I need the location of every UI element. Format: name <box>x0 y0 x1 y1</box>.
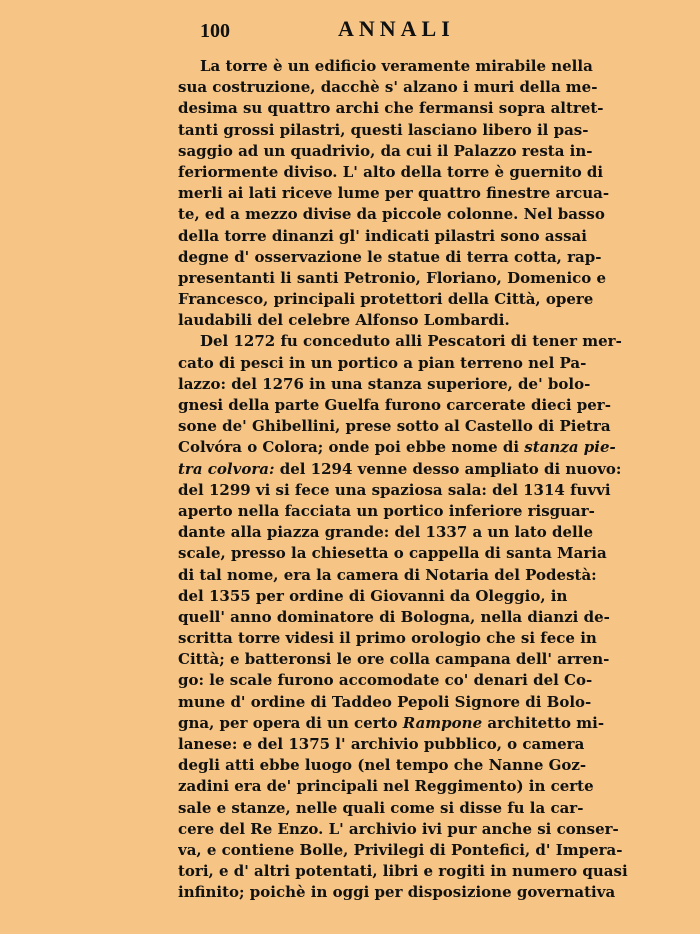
text-segment: architetto mi- <box>482 713 605 732</box>
text-line <box>178 247 638 268</box>
text-line <box>178 882 638 903</box>
text-line <box>178 734 638 755</box>
text-segment: saggio ad un quadrivio, da cui il Palazzo resta in- <box>178 141 593 160</box>
text-line <box>178 480 638 501</box>
text-line <box>178 459 638 480</box>
text-segment: della torre dinanzi gl' indicati pilastri sono assai <box>178 226 587 245</box>
text-segment: di tal nome, era la camera di Notaria del Podestà: <box>178 565 597 584</box>
text-segment: tra colvora: <box>178 459 275 478</box>
text-segment: del 1299 vi si fece una spaziosa sala: del 1314 fuvvi <box>178 480 611 499</box>
text-line <box>178 649 638 670</box>
text-segment: zadini era de' principali nel Reggimento) in certe <box>178 777 594 796</box>
text-segment: Colvóra o Colora; onde poi ebbe nome di <box>178 438 525 457</box>
text-line <box>178 628 638 649</box>
text-line <box>178 607 638 628</box>
text-line <box>178 692 638 713</box>
text-line <box>178 501 638 522</box>
text-line <box>178 56 638 77</box>
text-line <box>178 183 638 204</box>
text-segment: desima su quattro archi che fermansi sopra altret- <box>178 99 604 118</box>
text-segment: sua costruzione, dacchè s' alzano i muri della me- <box>178 78 598 97</box>
text-line <box>178 776 638 797</box>
text-line <box>178 268 638 289</box>
text-segment: del 1294 venne desso ampliato di nuovo: <box>274 459 622 478</box>
text-line <box>178 353 638 374</box>
text-segment: dante alla piazza grande: del 1337 a un lato delle <box>178 523 593 542</box>
text-segment: degne d' osservazione le statue di terra cotta, rap- <box>178 247 602 266</box>
text-segment: cere del Re Enzo. L' archivio ivi pur anche si conser- <box>178 819 619 838</box>
text-line <box>178 522 638 543</box>
text-segment: del 1355 per ordine di Giovanni da Oleggio, in <box>178 586 568 605</box>
text-line <box>178 861 638 882</box>
body-text <box>178 56 638 904</box>
text-line <box>178 98 638 119</box>
text-segment: scritta torre videsi il primo orologio che si fece in <box>178 629 597 648</box>
page-header <box>0 16 700 46</box>
text-line <box>178 670 638 691</box>
text-segment: laudabili del celebre Alfonso Lombardi. <box>178 311 510 330</box>
text-segment: go: le scale furono accomodate co' denari del Co- <box>178 671 593 690</box>
text-segment: Città; e batteronsi le ore colla campana dell' arren- <box>178 650 610 669</box>
text-line <box>178 565 638 586</box>
text-segment: La torre è un edificio veramente mirabile nella <box>200 57 593 75</box>
text-segment: Francesco, principali protettori della Città, opere <box>178 290 594 309</box>
text-segment: lazzo: del 1276 in una stanza superiore, de' bolo- <box>178 374 591 393</box>
text-line <box>178 543 638 564</box>
page-number: 100 <box>200 20 230 42</box>
text-line <box>178 289 638 310</box>
text-line <box>178 226 638 247</box>
text-line <box>178 395 638 416</box>
text-segment: Del 1272 fu conceduto alli Pescatori di tener mer- <box>200 332 622 351</box>
text-line <box>178 77 638 98</box>
text-segment: merli ai lati riceve lume per quattro finestre arcua- <box>178 184 610 203</box>
text-segment: tori, e d' altri potentati, libri e rogiti in numero quasi <box>178 862 628 881</box>
text-segment: aperto nella facciata un portico inferiore risguar- <box>178 501 595 520</box>
text-line <box>178 141 638 162</box>
text-line <box>178 310 638 331</box>
text-line <box>178 586 638 607</box>
text-line <box>178 331 638 352</box>
text-segment: gna, per opera di un certo <box>178 713 403 732</box>
text-segment: feriormente diviso. L' alto della torre è guernito di <box>178 162 604 181</box>
text-line <box>178 204 638 225</box>
text-line <box>178 416 638 437</box>
text-segment: va, e contiene Bolle, Privilegi di Pontefici, d' Impera- <box>178 840 623 859</box>
text-segment: infinito; poichè in oggi per disposizione governativa <box>178 883 616 902</box>
text-line <box>178 437 638 458</box>
text-line <box>178 840 638 861</box>
text-segment: presentanti li santi Petronio, Floriano, Domenico e <box>178 268 607 287</box>
text-line <box>178 755 638 776</box>
text-segment: Rampone <box>402 713 483 732</box>
text-segment: tanti grossi pilastri, questi lasciano libero il pas- <box>178 120 589 139</box>
running-head: ANNALI <box>338 16 455 41</box>
text-line <box>178 120 638 141</box>
text-segment: lanese: e del 1375 l' archivio pubblico, o camera <box>178 735 585 753</box>
text-segment: gnesi della parte Guelfa furono carcerate dieci per- <box>178 396 611 414</box>
text-line <box>178 819 638 840</box>
text-segment: mune d' ordine di Taddeo Pepoli Signore di Bolo- <box>178 692 592 711</box>
text-segment: te, ed a mezzo divise da piccole colonne. Nel basso <box>178 205 605 224</box>
text-line <box>178 713 638 734</box>
text-line <box>178 798 638 819</box>
text-segment: cato di pesci in un portico a pian terreno nel Pa- <box>178 353 587 372</box>
text-segment: sale e stanze, nelle quali come si disse fu la car- <box>178 798 584 817</box>
text-line <box>178 374 638 395</box>
text-line <box>178 162 638 183</box>
text-segment: stanza pie- <box>524 438 616 457</box>
text-segment: scale, presso la chiesetta o cappella di santa Maria <box>178 544 607 563</box>
text-segment: quell' anno dominatore di Bologna, nella dianzi de- <box>178 607 610 626</box>
text-segment: sone de' Ghibellini, prese sotto al Castello di Pietra <box>178 417 611 436</box>
text-segment: degli atti ebbe luogo (nel tempo che Nanne Goz- <box>178 756 587 775</box>
